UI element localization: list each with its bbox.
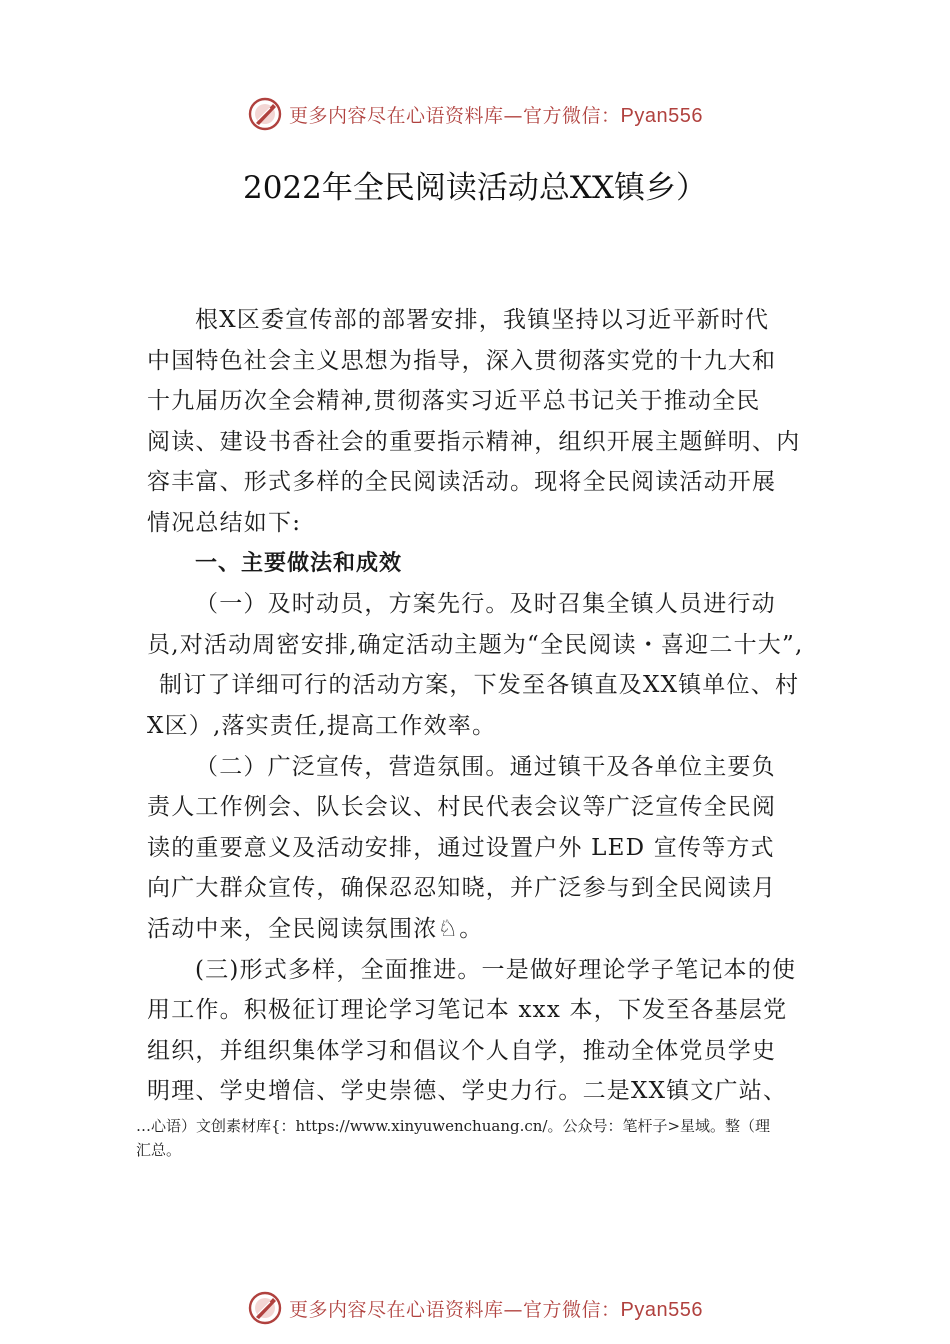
paragraph-line: 容丰富、形式多样的全民阅读活动。现将全民阅读活动开展: [147, 469, 777, 496]
paragraph-line: X区）,落实责任,提高工作效率。: [147, 712, 497, 739]
quill-seal-icon: [247, 96, 283, 132]
paragraph-line: 十九届历次全会精神,贯彻落实习近平总书记关于推动全民: [147, 388, 761, 415]
paragraph-line: 用工作。积极征订理论学习笔记本 xxx 本，下发至各基层党: [147, 997, 788, 1024]
footnote-line: …心语）文创素材库{：https://www.xinyuwenchuang.cn/。公众号：笔杆子>星域。整（理: [136, 1117, 771, 1135]
paragraph-line: （二）广泛宣传，营造氛围。通过镇干及各单位主要负: [195, 753, 776, 780]
paragraph-line: 制订了详细可行的活动方案，下发至各镇直及XX镇单位、村: [159, 672, 800, 699]
document-footnote: [136, 1114, 846, 1162]
paragraph-line: 活动中来，全民阅读氛围浓♘。: [147, 915, 484, 942]
paragraph-line: 根X区委宣传部的部署安排，我镇坚持以习近平新时代: [195, 307, 770, 333]
paragraph-line: 组织，并组织集体学习和倡议个人自学，推动全体党员学史: [147, 1037, 777, 1064]
banner-handle: Pyan556: [620, 1298, 703, 1321]
paragraph-line: 向广大群众宣传，确保忍忍知晓，并广泛参与到全民阅读月: [147, 875, 777, 902]
paragraph-line: 责人工作例会、队长会议、村民代表会议等广泛宣传全民阅: [147, 794, 777, 821]
banner-text: [289, 101, 703, 128]
footnote-line: 汇总。: [136, 1141, 182, 1159]
document-body: [147, 300, 812, 1112]
banner-text: [289, 1295, 703, 1322]
section-heading: 一、主要做法和成效: [195, 550, 403, 576]
paragraph-line: (三)形式多样，全面推进。一是做好理论学子笔记本的使: [195, 956, 797, 983]
paragraph-line: 员,对活动周密安排,确定活动主题为“全民阅读・喜迎二十大”,: [147, 631, 804, 658]
header-watermark-banner: [0, 92, 950, 136]
banner-handle: Pyan556: [620, 104, 703, 127]
footer-watermark-banner: [0, 1286, 950, 1330]
paragraph-line: 阅读、建设书香社会的重要指示精神，组织开展主题鲜明、内: [147, 428, 801, 455]
paragraph-line: 明理、学史增信、学史崇德、学史力行。二是XX镇文广站、: [147, 1078, 788, 1105]
paragraph-line: 情况总结如下:: [147, 509, 302, 536]
paragraph-line: 读的重要意义及活动安排，通过设置户外 LED 宣传等方式: [147, 834, 775, 861]
banner-main-text: 更多内容尽在心语资料库—官方微信：: [289, 104, 621, 127]
paragraph-line: 中国特色社会主义思想为指导，深入贯彻落实党的十九大和: [147, 347, 777, 374]
banner-main-text: 更多内容尽在心语资料库—官方微信：: [289, 1298, 621, 1321]
paragraph-line: （一）及时动员，方案先行。及时召集全镇人员进行动: [195, 591, 776, 618]
document-title: 2022年全民阅读活动总XX镇乡）: [242, 170, 708, 206]
quill-seal-icon: [247, 1290, 283, 1326]
